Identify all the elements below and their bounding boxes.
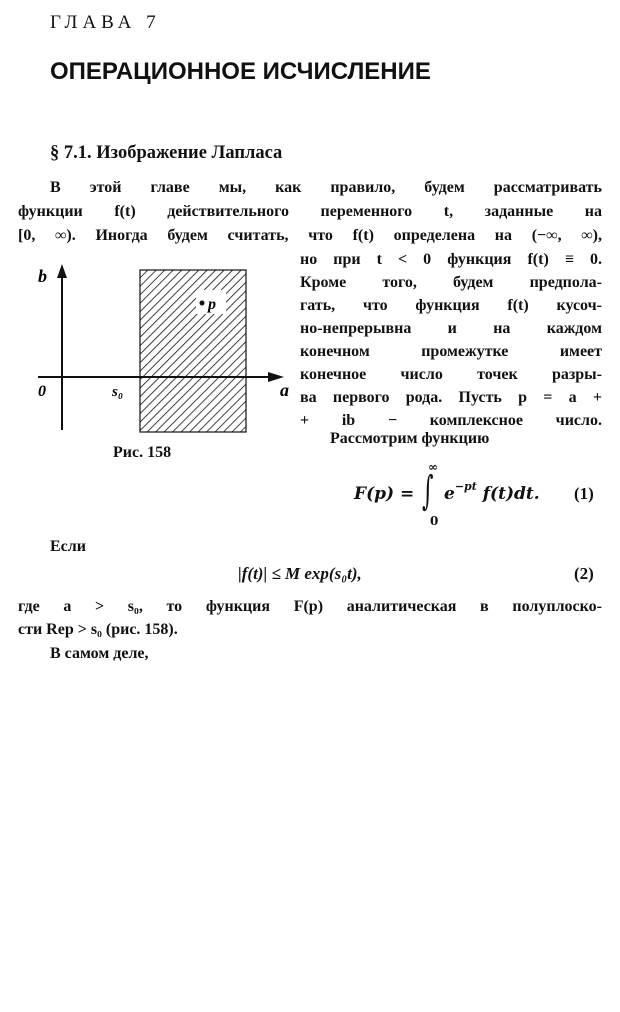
formula-1-lhs: F(p) = [354, 484, 415, 504]
integral-sign: ∫ [422, 468, 434, 514]
paragraph-line: где a > s₀, то функция F(p) аналитическая в полуплоско- [18, 598, 602, 615]
paragraph-line: Рассмотрим функцию [330, 430, 490, 447]
paragraph-line: но при t < 0 функция f(t) ≡ 0. [300, 251, 602, 268]
figure-caption: Рис. 158 [113, 444, 172, 461]
paragraph-line: конечном промежутке имеет [300, 343, 602, 360]
axis-b-label: b [38, 266, 47, 286]
paragraph-line: В этой главе мы, как правило, будем рассматривать [50, 179, 602, 196]
figure-laplace-halfplane [28, 262, 296, 437]
paragraph-line: [0, ∞). Иногда будем считать, что f(t) определена на (−∞, ∞), [18, 227, 602, 244]
vertical-axis-arrow [57, 264, 67, 278]
hatched-region [140, 270, 246, 432]
paragraph-line: но-непрерывна и на каждом [300, 320, 602, 337]
formula-2: |f(t)| ≤ M exp(s₀t), [238, 564, 362, 583]
point-p-label: p [208, 296, 216, 313]
s0-label: s₀ [112, 384, 124, 400]
integral-lower-limit: 0 [430, 514, 439, 528]
paragraph-line: конечное число точек разры- [300, 366, 602, 383]
paragraph-line: Кроме того, будем предпола- [300, 274, 602, 291]
paragraph-line: гать, что функция f(t) кусоч- [300, 297, 602, 314]
formula-1-integrand: $e^{-pt}$ f(t)dt. [444, 480, 540, 504]
equation-number-2: (2) [574, 564, 594, 583]
paragraph-line: В самом деле, [50, 645, 149, 662]
chapter-title: ОПЕРАЦИОННОЕ ИСЧИСЛЕНИЕ [50, 58, 431, 85]
point-p-dot [200, 301, 205, 306]
integral-upper-limit: ∞ [428, 460, 438, 474]
paragraph-line: + ib − комплексное число. [300, 412, 602, 429]
paragraph-line: функции f(t) действительного переменного t, заданные на [18, 203, 602, 220]
equation-number-1: (1) [574, 484, 594, 503]
paragraph-line: Если [50, 538, 86, 555]
origin-label: 0 [38, 383, 46, 400]
axis-a-label: a [280, 380, 289, 400]
paragraph-line: сти Rep > s₀ (рис. 158). [18, 621, 178, 638]
chapter-label: ГЛАВА 7 [50, 12, 161, 33]
paragraph-line: ва первого рода. Пусть p = a + [300, 389, 602, 406]
section-title: § 7.1. Изображение Лапласа [50, 143, 283, 163]
